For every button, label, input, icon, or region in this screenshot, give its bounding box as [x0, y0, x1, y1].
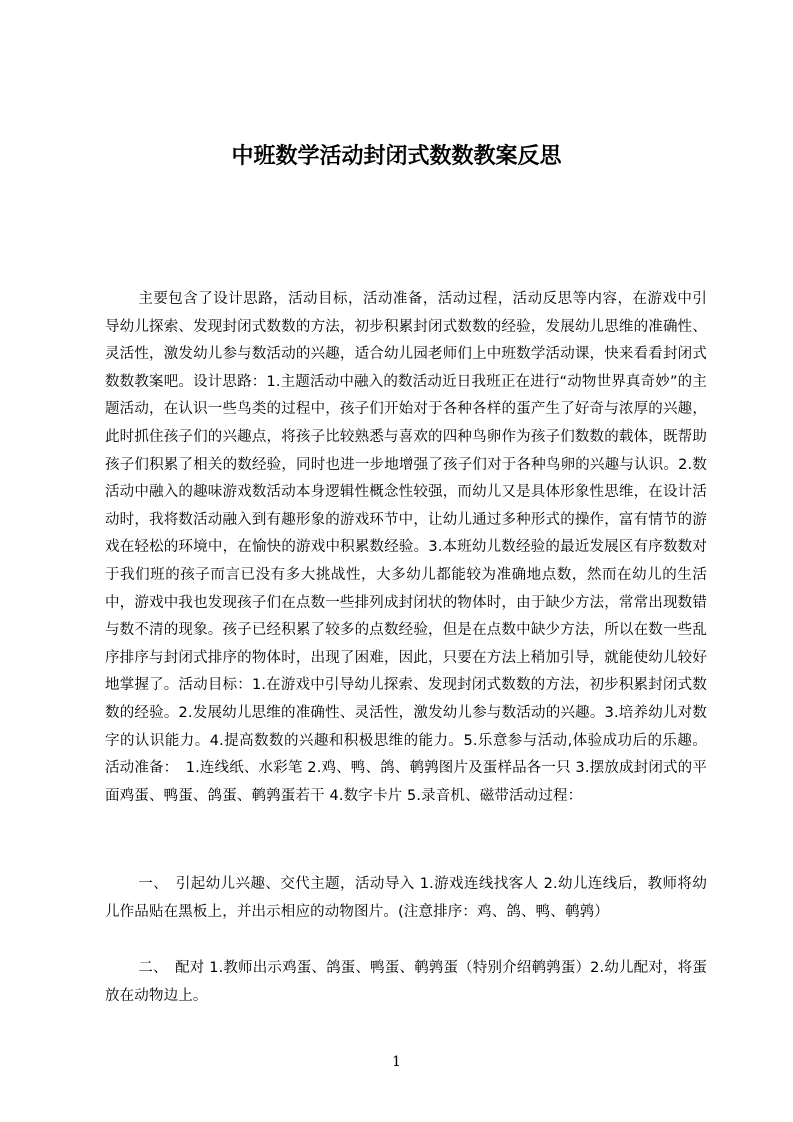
paragraph-step-two: 二、 配对 1.教师出示鸡蛋、鸽蛋、鸭蛋、鹌鹑蛋（特别介绍鹌鹑蛋）2.幼儿配对，将蛋放在动物边上。 — [105, 960, 707, 1004]
paragraph-intro: 主要包含了设计思路，活动目标，活动准备，活动过程，活动反思等内容，在游戏中引导幼儿探索、发现封闭式数数的方法，初步积累封闭式数数的经验，发展幼儿思维的准确性、灵活性，激发幼儿参与数活动的兴趣，适合幼儿园老师们上中班数学活动课，快来看看封闭式数数教案吧。设计思路：1.主题活动中融入的数活动近日我班正在进行“动物世界真奇妙”的主题活动，在认识一些鸟类的过程中，孩子们开始对于各种各样的蛋产生了好奇与浓厚的兴趣，此时抓住孩子们的兴趣点，将孩子比较熟悉与喜欢的四种鸟卵作为孩子们数数的载体，既帮助孩子们积累了相关的数经验，同时也进一步地增强了孩子们对于各种鸟卵的兴趣与认识。2.数活动中融入的趣味游戏数活动本身逻辑性概念性较强，而幼儿又是具体形象性思维，在设计活动时，我将数活动融入到有趣形象的游戏环节中，让幼儿通过多种形式的操作，富有情节的游戏在轻松的环境中，在愉快的游戏中积累数经验。3.本班幼儿数经验的最近发展区有序数数对于我们班的孩子而言已没有多大挑战性，大多幼儿都能较为准确地点数，然而在幼儿的生活中，游戏中我也发现孩子们在点数一些排列成封闭状的物体时，由于缺少方法，常常出现数错与数不清的现象。孩子已经积累了较多的点数经验，但是在点数中缺少方法，所以在数一些乱序排序与封闭式排序的物体时，出现了困难，因此，只要在方法上稍加引导，就能使幼儿较好地掌握了。活动目标：1.在游戏中引导幼儿探索、发现封闭式数数的方法，初步积累封闭式数数的经验。2.发展幼儿思维的准确性、灵活性，激发幼儿参与数活动的兴趣。3.培养幼儿对数字的认识能力。4.提高数数的兴趣和积极思维的能力。5.乐意参与活动,体验成功后的乐趣。活动准备： 1.连线纸、水彩笔 2.鸡、鸭、鸽、鹌鹑图片及蛋样品各一只 3.摆放成封闭式的平面鸡蛋、鸭蛋、鸽蛋、鹌鹑蛋若干 4.数字卡片 5.录音机、磁带活动过程： — [105, 291, 707, 804]
page-number: 1 — [392, 1054, 401, 1070]
document-title: 中班数学活动封闭式数数教案反思 — [231, 144, 562, 169]
paragraph-step-one: 一、 引起幼儿兴趣、交代主题，活动导入 1.游戏连线找客人 2.幼儿连线后，教师将幼儿作品贴在黑板上，并出示相应的动物图片。(注意排序：鸡、鸽、鸭、鹌鹑） — [105, 876, 707, 920]
